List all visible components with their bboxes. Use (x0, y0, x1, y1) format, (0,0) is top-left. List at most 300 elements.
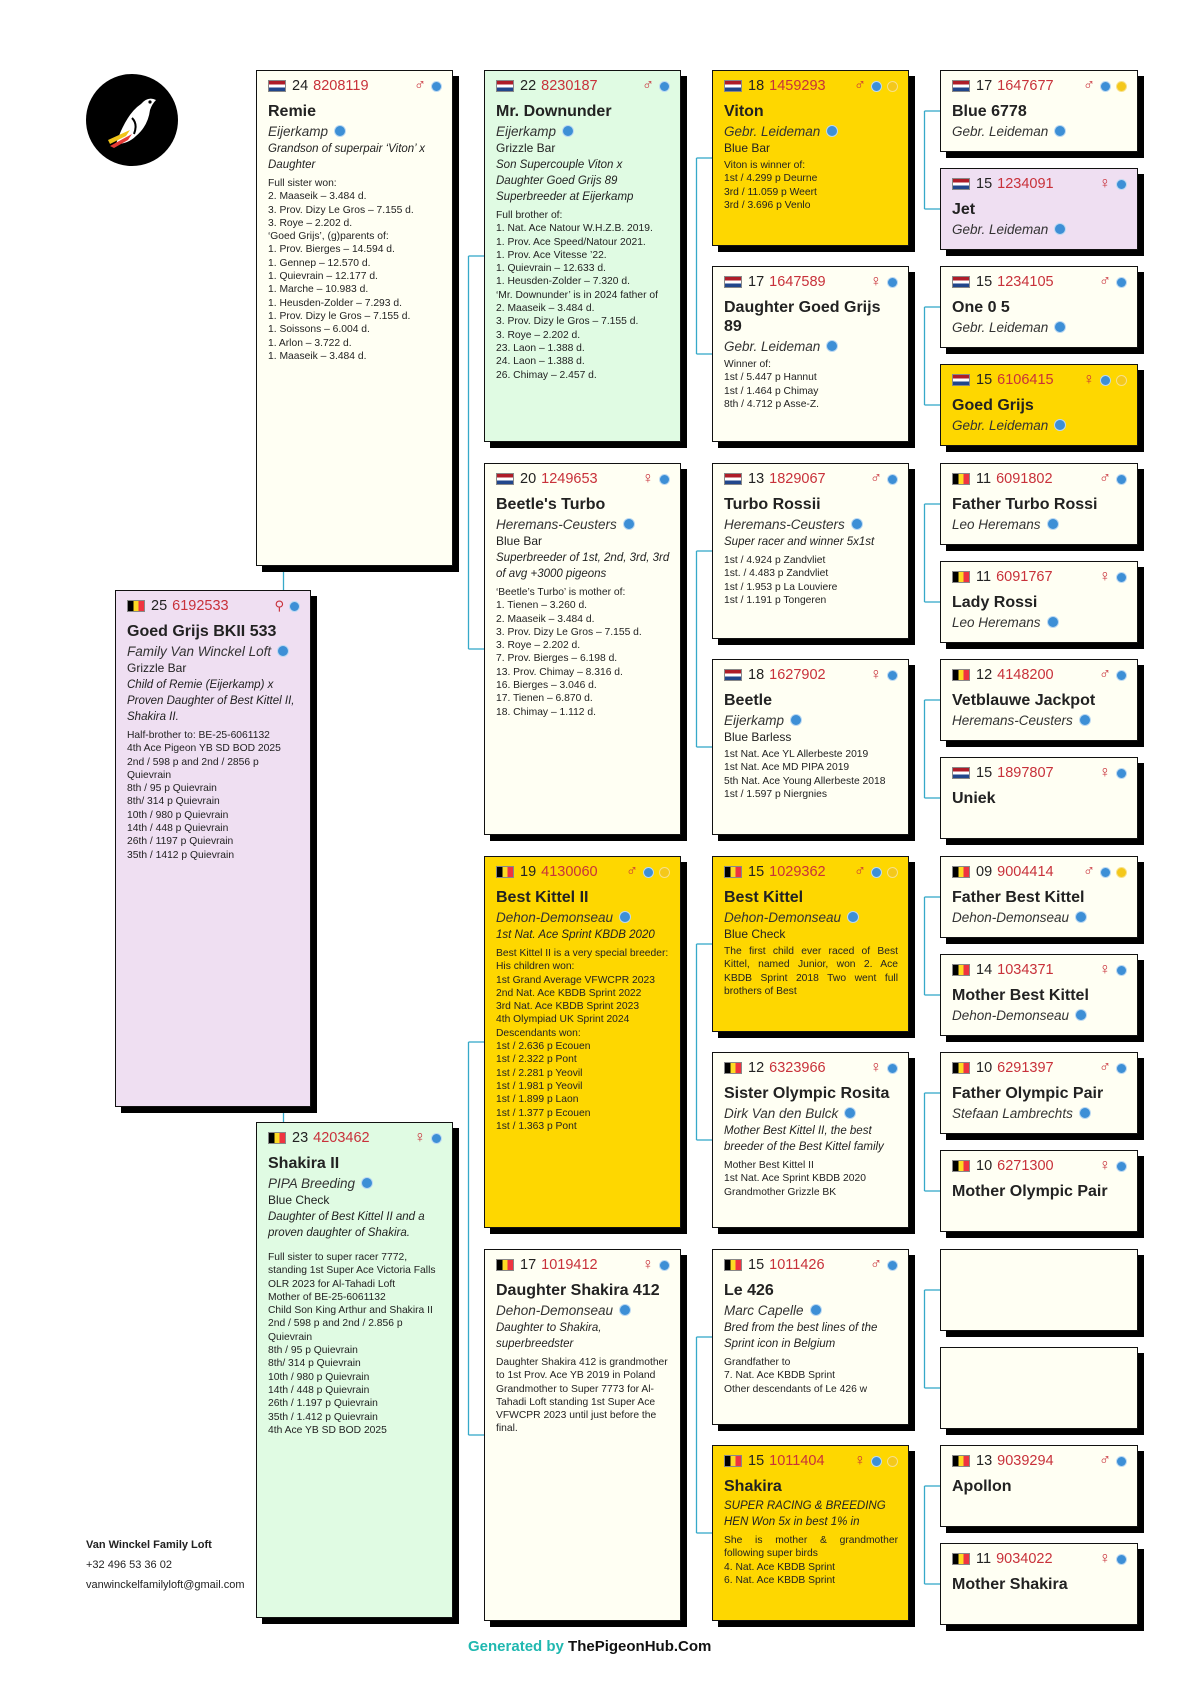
breeder-name[interactable]: Heremans-Ceusters (496, 517, 670, 532)
pigeon-card-ff[interactable] (484, 70, 681, 442)
male-icon: ♂ (1099, 1452, 1111, 1469)
info-icon[interactable] (1116, 670, 1127, 681)
achievements: 1st / 4.924 p Zandvliet 1st. / 4.483 p Zandvliet 1st / 1.953 p La Louviere 1st / 1.191 p Tongeren (724, 555, 838, 606)
card-header (724, 77, 898, 95)
card-icons (870, 471, 898, 487)
info-icon[interactable] (289, 601, 300, 612)
pigeon-remark: Bred from the best lines of the Sprint icon in Belgium (724, 1322, 878, 1350)
card-icons (870, 667, 898, 683)
ring-number: 8230187 (541, 78, 598, 94)
card-header (952, 568, 1127, 586)
breeder-name[interactable]: Dehon-Demonseau (952, 1008, 1127, 1023)
pigeon-name: Father Olympic Pair (952, 1085, 1104, 1102)
ring-number: 9039294 (997, 1453, 1054, 1469)
achievements: Full sister to super racer 7772, standing 1st Super Ace Victoria Falls OLR 2023 for Al-Tahadi Loft Mother of BE-25-6061132 Child Son King Arthur and Shakira II 2nd / 598 p and 2nd / 2.856 p Quievrain 8th / 95 p Quievrain 8th/ 314 p Quievrain 10th / 980 p Quievrain 14th / 448 p Quievrain 26th / 1.197 p Quievrain 35th / 1.412 p Quievrain 4th Ace YB SD BOD 2025 (268, 1252, 436, 1436)
ring-year: 13 (748, 471, 765, 487)
pigeon-card-mm[interactable] (484, 1249, 681, 1621)
achievements: 1st Nat. Ace YL Allerbeste 2019 1st Nat. Ace MD PIPA 2019 5th Nat. Ace Young Allerbeste 2018 1st / 1.597 p Niergnies (724, 749, 886, 800)
card-header (724, 273, 898, 291)
female-icon: ♀ (1099, 961, 1111, 978)
netherlands-flag-icon (952, 276, 970, 288)
pigeon-card-fmf[interactable] (712, 463, 909, 639)
award-icon[interactable] (1116, 375, 1127, 386)
pigeon-card-father[interactable] (256, 70, 453, 566)
card-icons (870, 1060, 898, 1076)
card-icons (1099, 1060, 1127, 1076)
card-header (724, 1059, 898, 1077)
ring-number: 6106415 (997, 372, 1054, 388)
belgium-flag-icon (496, 866, 514, 878)
card-icons (870, 274, 898, 290)
ring-number: 6091802 (996, 471, 1053, 487)
ring-number: 9004414 (997, 864, 1054, 880)
pigeon-remark: Super racer and winner 5x1st (724, 536, 875, 548)
ring-year: 15 (748, 864, 765, 880)
pigeon-card-fmfm[interactable] (940, 561, 1138, 643)
ring-number: 1829067 (769, 471, 826, 487)
info-icon[interactable] (871, 1456, 882, 1467)
female-icon: ♀ (414, 1129, 426, 1146)
generated-by (468, 1638, 711, 1655)
card-header (952, 470, 1127, 488)
ring-year: 17 (748, 274, 765, 290)
ring-number: 6192533 (172, 598, 229, 614)
pigeon-card-mmfm[interactable] (940, 1347, 1138, 1429)
info-icon[interactable] (1116, 1161, 1127, 1172)
ring-number: 9034022 (996, 1551, 1053, 1567)
ring-year: 10 (976, 1060, 993, 1076)
belgium-flag-icon (724, 1259, 742, 1271)
ring-number: 1249653 (541, 471, 598, 487)
pigeon-color: Blue Check (268, 1193, 330, 1207)
card-icons (414, 78, 442, 94)
info-icon[interactable] (1116, 1456, 1127, 1467)
info-icon[interactable] (871, 81, 882, 92)
card-icons (642, 471, 670, 487)
card-header (952, 1452, 1127, 1470)
male-icon: ♂ (870, 470, 882, 487)
achievements: Grandfather to 7. Nat. Ace KBDB Sprint Other descendants of Le 426 w (724, 1357, 868, 1395)
breeder-name[interactable]: Eijerkamp (268, 124, 442, 139)
male-icon: ♂ (626, 863, 638, 880)
achievements: Full brother of: 1. Nat. Ace Natour W.H.Z.B. 2019. 1. Prov. Ace Speed/Natour 2021. 1. Prov. Ace Vitesse ’22. 1. Quievrain – 12.633 d. 1. Heusden-Zolder – 7.320 d. ‘Mr. Downunder’ is in 2024 father of 2. Maaseik – 3.484 d. 3. Prov. Dizy le Gros – 7.155 d. 3. Roye – 2.202 d. 23. Laon – 1.388 d. 24. Laon – 1.388 d. 26. Chimay – 2.457 d. (496, 210, 658, 381)
card-header (724, 1452, 898, 1470)
card-icons (414, 1130, 442, 1146)
ring-year: 15 (748, 1257, 765, 1273)
female-icon: ♀ (870, 273, 882, 290)
female-icon: ♀ (1099, 1550, 1111, 1567)
generated-site-link[interactable]: ThePigeonHub.Com (568, 1638, 712, 1655)
info-icon[interactable] (1116, 277, 1127, 288)
pigeon-card-mmmm[interactable] (940, 1543, 1138, 1625)
info-icon[interactable] (1116, 179, 1127, 190)
card-header (496, 863, 670, 881)
info-icon[interactable] (1100, 375, 1111, 386)
pigeon-card-mmff[interactable] (940, 1249, 1138, 1331)
ring-number: 6291397 (997, 1060, 1054, 1076)
breeder-name[interactable]: Gebr. Leideman (952, 320, 1127, 335)
male-icon: ♂ (414, 77, 426, 94)
pigeon-name: One 0 5 (952, 299, 1010, 316)
ring-number: 6323966 (769, 1060, 826, 1076)
breeder-name[interactable]: Dehon-Demonseau (724, 910, 898, 925)
netherlands-flag-icon (952, 80, 970, 92)
loft-name: Van Winckel Family Loft (86, 1539, 212, 1551)
info-icon[interactable] (887, 670, 898, 681)
ring-number: 1647677 (997, 78, 1054, 94)
pigeon-card-fffm[interactable] (940, 168, 1138, 250)
pigeon-color: Blue Check (724, 927, 786, 941)
male-icon: ♂ (1099, 666, 1111, 683)
ring-number: 1627902 (769, 667, 826, 683)
card-header (724, 666, 898, 684)
pigeon-name: Blue 6778 (952, 103, 1027, 120)
ring-year: 24 (292, 78, 309, 94)
pigeon-card-mmf[interactable] (712, 1249, 909, 1425)
ring-number: 6271300 (997, 1158, 1054, 1174)
achievements: Viton is winner of: 1st / 4.299 p Deurne 3rd / 11.059 p Weert 3rd / 3.696 p Venlo (724, 160, 818, 211)
card-icons (1099, 1453, 1127, 1469)
ring-year: 11 (976, 471, 992, 487)
ring-number: 1234091 (997, 176, 1054, 192)
card-header (127, 597, 300, 615)
award-icon[interactable] (1116, 81, 1127, 92)
info-icon[interactable] (643, 867, 654, 878)
card-header (952, 175, 1127, 193)
pigeon-card-mfmf[interactable] (940, 1052, 1138, 1134)
male-icon: ♂ (854, 863, 866, 880)
female-icon: ♀ (870, 666, 882, 683)
breeder-name[interactable]: Family Van Winckel Loft (127, 644, 300, 659)
pigeon-remark: 1st Nat. Ace Sprint KBDB 2020 (496, 929, 655, 941)
card-icons (1083, 78, 1127, 94)
netherlands-flag-icon (496, 473, 514, 485)
ring-year: 19 (520, 864, 537, 880)
achievements: Half-brother to: BE-25-6061132 4th Ace Pigeon YB SD BOD 2025 2nd / 598 p and 2nd / 2856 p Quievrain 8th / 95 p Quievrain 8th/ 314 p Quievrain 10th / 980 p Quievrain 14th / 448 p Quievrain 26th / 1197 p Quievrain 35th / 1412 p Quievrain (127, 730, 281, 861)
pigeon-name: Jet (952, 201, 976, 218)
pigeon-color: Grizzle Bar (127, 661, 187, 675)
card-header (952, 1157, 1127, 1175)
card-header (952, 77, 1127, 95)
info-icon[interactable] (1116, 474, 1127, 485)
ring-year: 15 (748, 1453, 765, 1469)
male-icon: ♂ (1083, 863, 1095, 880)
pigeon-color: Blue Barless (724, 730, 792, 744)
card-icons (1099, 765, 1127, 781)
ring-year: 15 (976, 274, 993, 290)
pigeon-name: Mother Best Kittel (952, 987, 1089, 1004)
achievements: Mother Best Kittel II 1st Nat. Ace Sprint KBDB 2020 Grandmother Grizzle BK (724, 1160, 866, 1198)
pigeon-remark: Child of Remie (Eijerkamp) x Proven Daughter of Best Kittel II, Shakira II. (127, 679, 295, 723)
belgium-flag-icon (496, 1259, 514, 1271)
card-icons (854, 864, 898, 880)
card-header (724, 1256, 898, 1274)
card-icons (626, 864, 670, 880)
card-header (268, 1129, 442, 1147)
achievements: Daughter Shakira 412 is grandmother to 1st Prov. Ace YB 2019 in Poland Grandmother to Super 7773 for Al-Tahadi Loft standing 1st Super Ace VFWCPR 2023 until just before the final. (496, 1357, 668, 1435)
pigeon-card-ffmm[interactable] (940, 364, 1138, 446)
female-icon: ♀ (642, 470, 654, 487)
ring-year: 22 (520, 78, 537, 94)
pigeon-card-mmm[interactable] (712, 1445, 909, 1621)
card-icons (1099, 569, 1127, 585)
pigeon-color: Blue Bar (496, 534, 543, 548)
info-icon[interactable] (887, 1260, 898, 1271)
pigeon-card-ffm[interactable] (712, 266, 909, 442)
award-icon[interactable] (887, 1456, 898, 1467)
ring-year: 12 (748, 1060, 765, 1076)
male-icon: ♂ (854, 77, 866, 94)
info-icon[interactable] (887, 1063, 898, 1074)
belgium-flag-icon (952, 1553, 970, 1565)
info-icon[interactable] (659, 1260, 670, 1271)
pigeon-name: Best Kittel (724, 889, 804, 906)
pigeon-name: Mother Olympic Pair (952, 1183, 1108, 1200)
award-icon[interactable] (1116, 867, 1127, 878)
info-icon[interactable] (431, 1133, 442, 1144)
info-icon[interactable] (887, 474, 898, 485)
pigeon-name: Goed Grijs BKII 533 (127, 623, 277, 640)
ring-number: 8208119 (313, 78, 369, 94)
breeder-name[interactable]: Gebr. Leideman (952, 222, 1127, 237)
card-header (496, 77, 670, 95)
female-icon: ♀ (1083, 371, 1095, 388)
breeder-name[interactable]: Eijerkamp (496, 124, 670, 139)
belgium-flag-icon (724, 866, 742, 878)
belgium-flag-icon (724, 1455, 742, 1467)
ring-year: 15 (976, 765, 993, 781)
info-icon[interactable] (659, 81, 670, 92)
breeder-name[interactable]: Gebr. Leideman (724, 124, 898, 139)
card-icons (274, 598, 300, 614)
female-icon: ♀ (1099, 175, 1111, 192)
card-icons (642, 1257, 670, 1273)
ring-year: 15 (976, 372, 993, 388)
pigeon-card-mffm[interactable] (940, 954, 1138, 1036)
ring-year: 15 (976, 176, 993, 192)
info-icon[interactable] (1116, 965, 1127, 976)
breeder-name[interactable]: Dehon-Demonseau (952, 910, 1127, 925)
card-header (952, 1059, 1127, 1077)
ring-year: 09 (976, 864, 993, 880)
netherlands-flag-icon (724, 276, 742, 288)
pigeon-card-mother[interactable] (256, 1122, 453, 1618)
loft-email[interactable]: vanwinckelfamilyloft@gmail.com (86, 1579, 245, 1591)
belgium-flag-icon (952, 1160, 970, 1172)
pigeon-card-mff[interactable] (712, 856, 909, 1032)
netherlands-flag-icon (496, 80, 514, 92)
pigeon-remark: Daughter to Shakira, superbreedster (496, 1322, 602, 1350)
ring-year: 12 (976, 667, 993, 683)
achievements: Winner of: 1st / 5.447 p Hannut 1st / 1.464 p Chimay 8th / 4.712 p Asse-Z. (724, 359, 820, 410)
pigeon-card-ffff[interactable] (940, 70, 1138, 152)
pigeon-name: Turbo Rossii (724, 496, 821, 513)
card-icons (854, 1453, 898, 1469)
pigeon-name: Best Kittel II (496, 889, 589, 906)
netherlands-flag-icon (952, 374, 970, 386)
female-icon: ♀ (854, 1452, 866, 1469)
pigeon-card-mfff[interactable] (940, 856, 1138, 938)
breeder-name[interactable]: Gebr. Leideman (724, 339, 898, 354)
achievements: She is mother & grandmother following super birds 4. Nat. Ace KBDB Sprint 6. Nat. Ace KBDB Sprint (724, 1535, 898, 1586)
belgium-flag-icon (724, 1062, 742, 1074)
pigeon-name: Viton (724, 103, 764, 120)
belgium-flag-icon (127, 600, 145, 612)
card-icons (1099, 962, 1127, 978)
pigeon-remark: Mother Best Kittel II, the best breeder of the Best Kittel family (724, 1125, 884, 1153)
pigeon-card-ffmf[interactable] (940, 266, 1138, 348)
card-icons (1083, 372, 1127, 388)
pigeon-card-mfmm[interactable] (940, 1150, 1138, 1232)
info-icon[interactable] (431, 81, 442, 92)
pigeon-remark: Grandson of superpair ‘Viton’ x Daughter (268, 143, 426, 171)
pigeon-card-fff[interactable] (712, 70, 909, 246)
ring-year: 11 (976, 569, 992, 585)
male-icon: ♂ (870, 1256, 882, 1273)
pigeon-name: Father Best Kittel (952, 889, 1085, 906)
breeder-name[interactable]: Gebr. Leideman (952, 124, 1127, 139)
pigeon-card-fm[interactable] (484, 463, 681, 835)
pigeon-card-fmm[interactable] (712, 659, 909, 835)
pigeon-name: Le 426 (724, 1282, 774, 1299)
belgium-flag-icon (952, 866, 970, 878)
info-icon[interactable] (1116, 1063, 1127, 1074)
pigeon-name: Lady Rossi (952, 594, 1038, 611)
info-icon[interactable] (659, 474, 670, 485)
card-icons (642, 78, 670, 94)
ring-year: 18 (748, 78, 765, 94)
pigeon-name: Remie (268, 103, 317, 120)
female-icon: ♀ (870, 1059, 882, 1076)
award-icon[interactable] (887, 81, 898, 92)
card-icons (1099, 176, 1127, 192)
pigeon-card-mf[interactable] (484, 856, 681, 1228)
pigeon-card-fmff[interactable] (940, 463, 1138, 545)
belgium-flag-icon (268, 1132, 286, 1144)
female-icon: ♀ (642, 1256, 654, 1273)
pigeon-card-mfm[interactable] (712, 1052, 909, 1228)
card-header (952, 764, 1127, 782)
pigeon-name: Vetblauwe Jackpot (952, 692, 1096, 709)
card-header (496, 470, 670, 488)
info-icon[interactable] (1116, 1554, 1127, 1565)
netherlands-flag-icon (268, 80, 286, 92)
breeder-name[interactable]: Heremans-Ceusters (952, 713, 1127, 728)
ring-year: 17 (976, 78, 993, 94)
pigeon-card-fmmm[interactable] (940, 757, 1138, 839)
pigeon-name: Goed Grijs (952, 397, 1034, 414)
pigeon-name: Shakira II (268, 1155, 340, 1172)
ring-number: 1897807 (997, 765, 1054, 781)
ring-year: 25 (151, 598, 168, 614)
ring-year: 23 (292, 1130, 309, 1146)
pigeon-name: Daughter Goed Grijs 89 (724, 299, 881, 335)
info-icon[interactable] (1100, 867, 1111, 878)
ring-number: 1459293 (769, 78, 826, 94)
info-icon[interactable] (871, 867, 882, 878)
belgium-flag-icon (952, 964, 970, 976)
pigeon-name: Shakira (724, 1478, 782, 1495)
award-icon[interactable] (887, 867, 898, 878)
ring-year: 10 (976, 1158, 993, 1174)
pigeon-card-subject[interactable] (115, 590, 311, 1107)
belgium-flag-icon (952, 669, 970, 681)
achievements: Full sister won: 2. Maaseik – 3.484 d. 3. Prov. Dizy Le Gros – 7.155 d. 3. Roye – 2.202 d. ‘Goed Grijs’, (g)parents of: 1. Prov. Bierges – 14.594 d. 1. Gennep – 12.570 d. 1. Quievrain – 12.177 d. 1. Marche – 10.983 d. 1. Heusden-Zolder – 7.293 d. 1. Prov. Dizy le Gros – 7.155 d. 1. Soissons – 6.004 d. 1. Arlon – 3.722 d. 1. Maaseik – 3.484 d. (268, 178, 414, 362)
netherlands-flag-icon (724, 80, 742, 92)
ring-year: 13 (976, 1453, 993, 1469)
award-icon[interactable] (659, 867, 670, 878)
card-icons (1099, 1158, 1127, 1174)
pigeon-name: Mr. Downunder (496, 103, 612, 120)
pigeon-remark: Superbreeder of 1st, 2nd, 3rd, 3rd of avg +3000 pigeons (496, 552, 670, 580)
pigeon-name: Daughter Shakira 412 (496, 1282, 660, 1299)
pigeon-remark: Son Supercouple Viton x Daughter Goed Grijs 89 Superbreeder at Eijerkamp (496, 159, 634, 203)
achievements: The first child ever raced of Best Kittel, named Junior, won 2. Ace KBDB Sprint 2018 Two went full brothers of Best (724, 946, 898, 997)
achievements: ‘Beetle’s Turbo’ is mother of: 1. Tienen – 3.260 d. 2. Maaseik – 3.484 d. 3. Prov. Dizy Le Gros – 7.155 d. 3. Roye – 2.202 d. 7. Prov. Bierges – 6.198 d. 13. Prov. Chimay – 8.316 d. 16. Bierges – 3.046 d. 17. Tienen – 6.870 d. 18. Chimay – 1.112 d. (496, 587, 642, 718)
card-header (952, 273, 1127, 291)
info-icon[interactable] (1116, 572, 1127, 583)
card-header (952, 666, 1127, 684)
loft-phone[interactable]: +32 496 53 36 02 (86, 1559, 172, 1571)
ring-number: 1029362 (769, 864, 826, 880)
card-icons (870, 1257, 898, 1273)
generated-prefix: Generated by (468, 1638, 564, 1655)
pigeon-card-mmmf[interactable] (940, 1445, 1138, 1527)
card-icons (1099, 471, 1127, 487)
ring-number: 1019412 (541, 1257, 598, 1273)
female-icon: ♀ (1099, 568, 1111, 585)
belgium-flag-icon (952, 1455, 970, 1467)
info-icon[interactable] (887, 277, 898, 288)
breeder-name[interactable]: PIPA Breeding (268, 1176, 442, 1191)
male-icon: ♂ (1099, 1059, 1111, 1076)
breeder-name[interactable]: Dirk Van den Bulck (724, 1106, 898, 1121)
info-icon[interactable] (1116, 768, 1127, 779)
card-header (268, 77, 442, 95)
card-icons (1099, 274, 1127, 290)
card-icons (1099, 1551, 1127, 1567)
ring-number: 1034371 (997, 962, 1054, 978)
breeder-name[interactable]: Leo Heremans (952, 517, 1127, 532)
card-header (952, 863, 1127, 881)
pigeon-card-fmmf[interactable] (940, 659, 1138, 741)
breeder-name[interactable]: Dehon-Demonseau (496, 910, 670, 925)
netherlands-flag-icon (952, 767, 970, 779)
pigeon-remark: Daughter of Best Kittel II and a proven daughter of Shakira. (268, 1211, 425, 1239)
breeder-name[interactable]: Marc Capelle (724, 1303, 898, 1318)
ring-number: 1011404 (769, 1453, 825, 1469)
card-header (496, 1256, 670, 1274)
pigeon-name: Beetle's Turbo (496, 496, 606, 513)
breeder-name[interactable]: Stefaan Lambrechts (952, 1106, 1127, 1121)
belgium-flag-icon (952, 1062, 970, 1074)
pigeon-name: Mother Shakira (952, 1576, 1068, 1593)
breeder-name[interactable]: Leo Heremans (952, 615, 1127, 630)
breeder-name[interactable]: Heremans-Ceusters (724, 517, 898, 532)
info-icon[interactable] (1100, 81, 1111, 92)
breeder-name[interactable]: Dehon-Demonseau (496, 1303, 670, 1318)
card-icons (854, 78, 898, 94)
pigeon-name: Uniek (952, 790, 996, 807)
male-icon: ♂ (1083, 77, 1095, 94)
netherlands-flag-icon (724, 669, 742, 681)
card-header (952, 1550, 1127, 1568)
pigeon-color: Blue Bar (724, 141, 771, 155)
ring-number: 4130060 (541, 864, 598, 880)
breeder-name[interactable]: Eijerkamp (724, 713, 898, 728)
breeder-name[interactable]: Gebr. Leideman (952, 418, 1127, 433)
female-icon: ♀ (1099, 1157, 1111, 1174)
